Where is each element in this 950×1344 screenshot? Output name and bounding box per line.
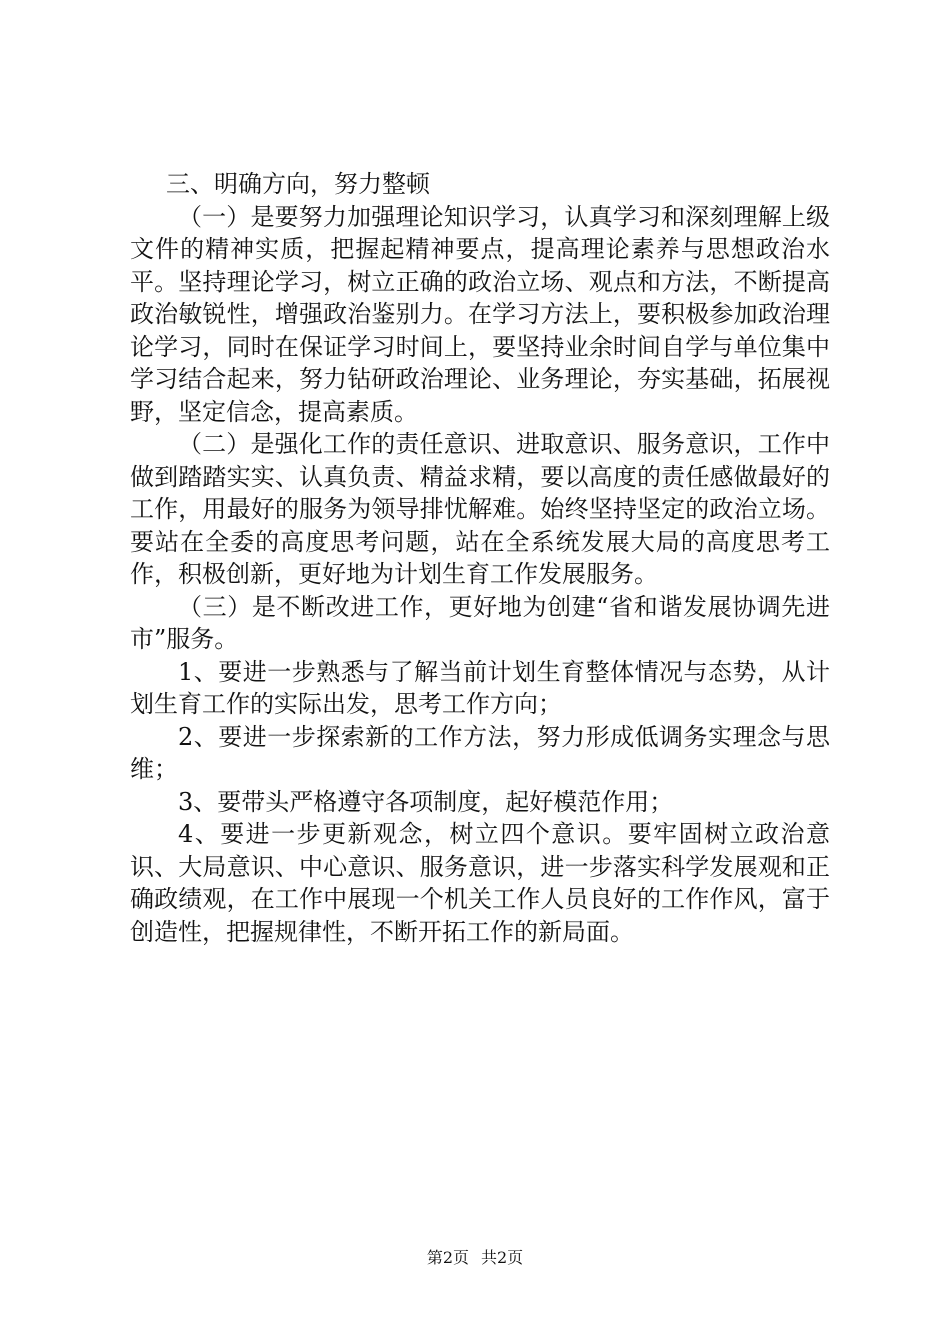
paragraph-2: （二）是强化工作的责任意识、进取意识、服务意识，工作中做到踏踏实实、认真负责、精益求精，要以高度的责任感做最好的工作，用最好的服务为领导排忧解难。始终坚持坚定的政治立场。要站在全委的高度思考问题，站在全系统发展大局的高度思考工作，积极创新，更好地为计划生育工作发展服务。 <box>130 430 830 588</box>
page-number: 第2页 <box>426 1248 469 1267</box>
list-item-1: 1、要进一步熟悉与了解当前计划生育整体情况与态势，从计划生育工作的实际出发，思考工作方向； <box>130 657 830 718</box>
paragraph-1: （一）是要努力加强理论知识学习，认真学习和深刻理解上级文件的精神实质，把握起精神要点，提高理论素养与思想政治水平。坚持理论学习，树立正确的政治立场、观点和方法，不断提高政治敏锐性，增强政治鉴别力。在学习方法上，要积极参加政治理论学习，同时在保证学习时间上，要坚持业余时间自学与单位集中学习结合起来，努力钻研政治理论、业务理论，夯实基础，拓展视野，坚定信念，提高素质。 <box>130 202 830 426</box>
list-item-2: 2、要进一步探索新的工作方法，努力形成低调务实理念与思维； <box>130 722 830 783</box>
document-body <box>130 168 830 948</box>
section-heading: 三、明确方向，努力整顿 <box>166 170 430 198</box>
list-item-4: 4、要进一步更新观念，树立四个意识。要牢固树立政治意识、大局意识、中心意识、服务意识，进一步落实科学发展观和正确政绩观，在工作中展现一个机关工作人员良好的工作作风，富于创造性，把握规律性，不断开拓工作的新局面。 <box>130 820 830 946</box>
paragraph-3: （三）是不断改进工作，更好地为创建“省和谐发展协调先进市”服务。 <box>130 592 830 653</box>
list-item-3: 3、要带头严格遵守各项制度，起好模范作用； <box>178 787 674 816</box>
page-footer <box>0 1245 950 1268</box>
page-total: 共2页 <box>481 1248 524 1267</box>
